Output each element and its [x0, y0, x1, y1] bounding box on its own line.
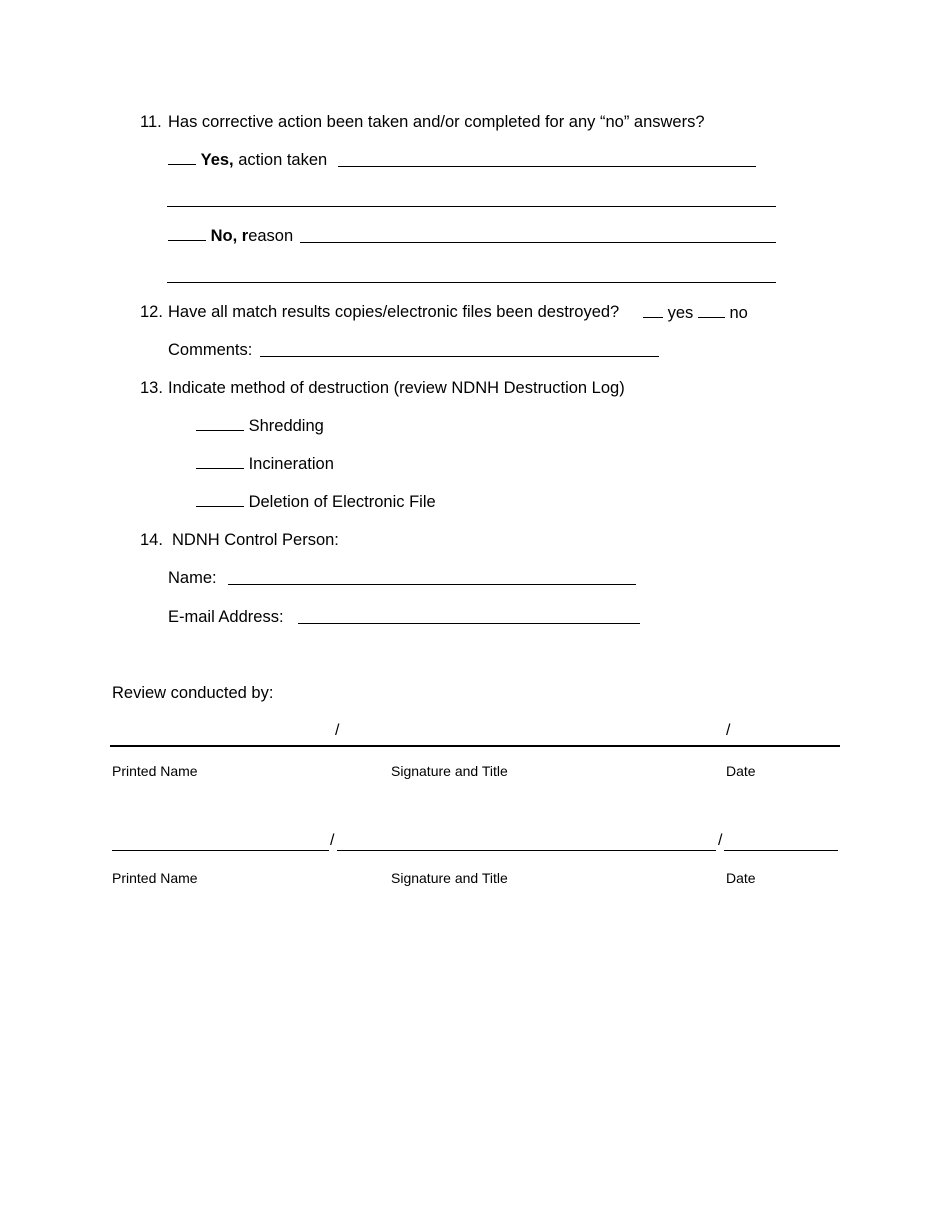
review-heading: Review conducted by: [112, 684, 274, 702]
q11-yes-label: Yes, [200, 151, 234, 169]
q12-no-blank[interactable] [698, 303, 725, 318]
review-row2-printed-name-label: Printed Name [112, 870, 198, 886]
q12-comments-label: Comments: [168, 341, 253, 359]
q11-no-checkbox-blank[interactable] [168, 226, 206, 241]
review-row1-signature-line[interactable] [110, 745, 840, 747]
q11-no-line [168, 226, 293, 246]
review-row1-slash-2: / [726, 722, 731, 739]
q13-shredding-blank[interactable] [196, 416, 244, 431]
q14-number: 14. [140, 531, 163, 549]
q13-incineration-blank[interactable] [196, 454, 244, 469]
q12-no-label: no [729, 304, 748, 322]
review-row2-printed-name-line[interactable] [112, 850, 329, 851]
q12-answer [643, 303, 748, 323]
review-row2-signature-title-label: Signature and Title [391, 870, 508, 886]
review-row1-slash-1: / [335, 722, 340, 739]
review-row1-printed-name-label: Printed Name [112, 763, 198, 779]
review-row1-date-label: Date [726, 763, 756, 779]
q11-action-taken-field-2[interactable] [167, 206, 776, 207]
q11-question: Has corrective action been taken and/or completed for any “no” answers? [168, 113, 705, 131]
q14-question: NDNH Control Person: [172, 531, 339, 549]
q11-reason-field[interactable] [300, 242, 776, 243]
q11-action-taken-field[interactable] [338, 166, 756, 167]
q13-number: 13. [140, 379, 163, 397]
q11-no-label: No, r [210, 227, 249, 245]
q11-reason-field-2[interactable] [167, 282, 776, 283]
q11-yes-line [168, 150, 327, 170]
review-row2-signature-line[interactable] [337, 850, 716, 851]
q12-yes-blank[interactable] [643, 303, 663, 318]
q13-option-deletion [196, 492, 436, 512]
q13-option-shredding [196, 416, 324, 436]
q13-deletion-label: Deletion of Electronic File [248, 493, 436, 511]
q13-option-incineration [196, 454, 334, 474]
q13-question: Indicate method of destruction (review NDNH Destruction Log) [168, 379, 625, 397]
q11-yes-checkbox-blank[interactable] [168, 150, 196, 165]
q14-email-field[interactable] [298, 623, 640, 624]
review-row2-date-label: Date [726, 870, 756, 886]
q14-email-label: E-mail Address: [168, 608, 284, 626]
review-row2-slash-2: / [718, 832, 723, 849]
q12-yes-label: yes [667, 304, 694, 322]
q11-number: 11. [140, 113, 162, 131]
review-row2-date-line[interactable] [724, 850, 838, 851]
q13-incineration-label: Incineration [248, 455, 334, 473]
q13-deletion-blank[interactable] [196, 492, 244, 507]
q12-number: 12. [140, 303, 163, 321]
q12-question: Have all match results copies/electronic files been destroyed? [168, 303, 620, 321]
review-row1-signature-title-label: Signature and Title [391, 763, 508, 779]
review-row2-slash-1: / [330, 832, 335, 849]
q14-name-field[interactable] [228, 584, 636, 585]
q14-name-label: Name: [168, 569, 217, 587]
q11-yes-rest: action taken [233, 151, 328, 169]
q12-comments-field[interactable] [260, 356, 659, 357]
q11-no-rest: eason [248, 227, 294, 245]
q13-shredding-label: Shredding [248, 417, 324, 435]
